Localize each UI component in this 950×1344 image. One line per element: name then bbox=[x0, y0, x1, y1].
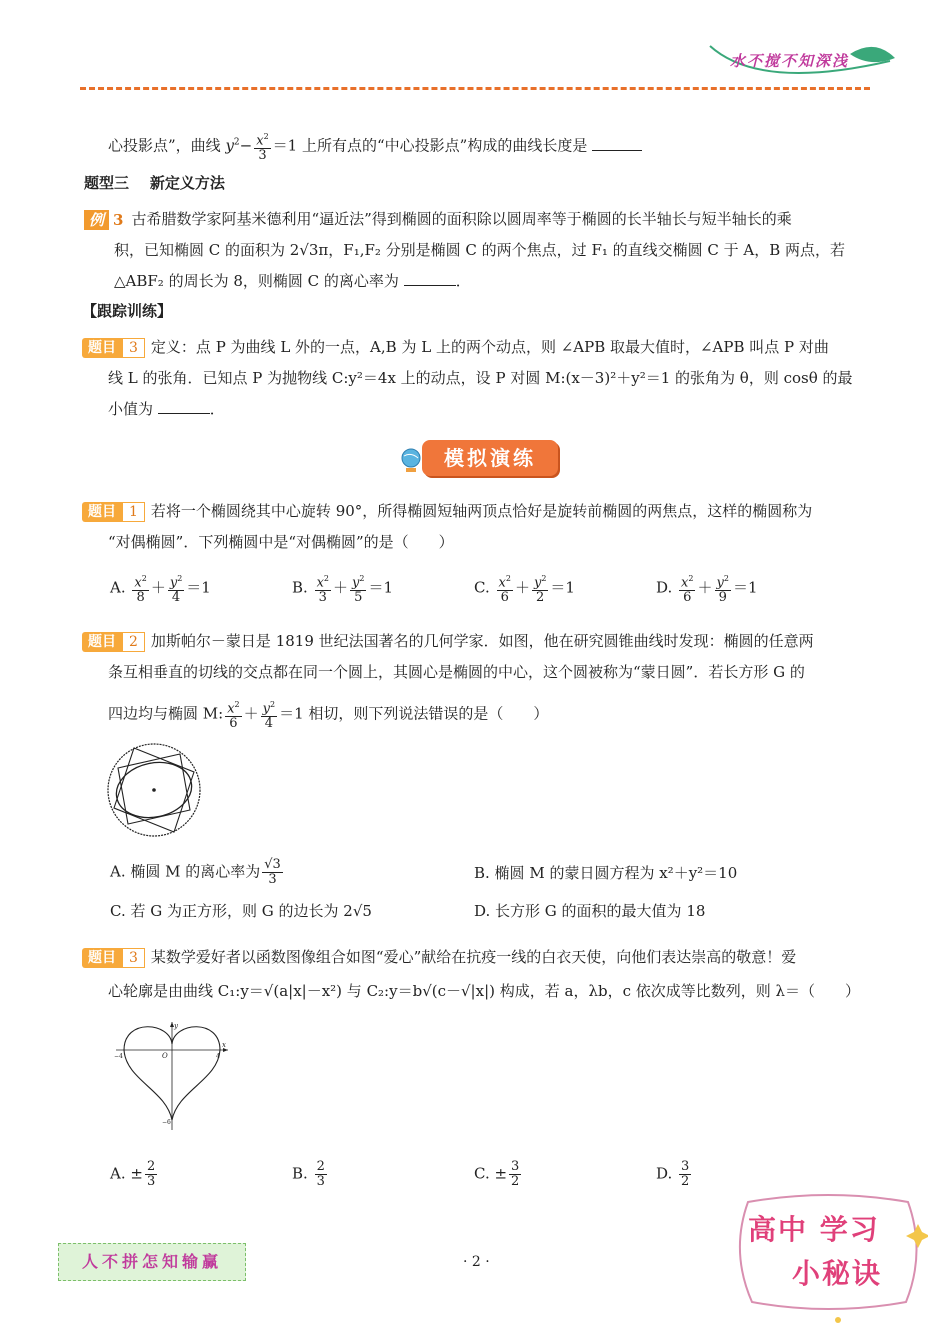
q3-option-c[interactable]: C. ± $\frac{3}{2}$ bbox=[474, 1159, 520, 1189]
followup-question-3: 题目 3 定义：点 P 为曲线 L 外的一点，A,B 为 L 上的两个动点，则 ∠APB 取最大值时，∠APB 叫点 P 对曲 bbox=[82, 336, 829, 358]
section-heading: 题型三 新定义方法 bbox=[84, 174, 225, 192]
question-3-line2: 心轮廓是由曲线 C₁:y＝√(a|x|－x²) 与 C₂:y＝b√(c－√|x|) 构成，若 a，λb，c 依次成等比数列，则 λ＝（ ） bbox=[108, 982, 861, 1000]
header-motto: 水不搅不知深浅 bbox=[730, 52, 850, 70]
fig-neg6-label: −6 bbox=[162, 1119, 171, 1126]
study-tips-stamp bbox=[728, 1192, 928, 1324]
question-badge: 题目 1 bbox=[82, 502, 145, 522]
question-badge: 题目 3 bbox=[82, 948, 145, 968]
q3-option-b[interactable]: B. $\frac{2}{3}$ bbox=[292, 1159, 325, 1189]
heart-curve-figure bbox=[112, 1020, 234, 1132]
answer-blank bbox=[592, 136, 642, 151]
monge-circle-figure bbox=[104, 742, 204, 838]
followup-title: 【跟踪训练】 bbox=[82, 302, 173, 320]
question-1-line2: “对偶椭圆”．下列椭圆中是“对偶椭圆”的是（ ） bbox=[108, 533, 454, 551]
globe-icon bbox=[398, 446, 424, 474]
fig-y-label: y bbox=[174, 1022, 178, 1030]
question-2-line3: 四边均与椭圆 M: $\frac{x^2}{6}$ ＋ $\frac{y^2}{4}$ ＝1 相切，则下列说法错误的是（ ） bbox=[108, 700, 549, 732]
footer-motto: 人不拼怎知输赢 bbox=[58, 1243, 246, 1281]
simulation-title: 模拟演练 bbox=[422, 440, 558, 476]
question-2-line2: 条互相垂直的切线的交点都在同一个圆上，其圆心是椭圆的中心，这个圆被称为“蒙日圆”．若长方形 G 的 bbox=[108, 663, 805, 681]
q2-option-a[interactable]: A. 椭圆 M 的离心率为 $\frac{√3}{3}$ bbox=[110, 857, 281, 887]
q2-option-d[interactable]: D. 长方形 G 的面积的最大值为 18 bbox=[474, 902, 706, 920]
example-badge: 例 3 bbox=[84, 210, 127, 230]
q1-option-c[interactable]: C. $\frac{x^2}{6}$ ＋ $\frac{y^2}{2}$ ＝1 bbox=[474, 574, 575, 606]
followup-q3-line2: 线 L 的张角．已知点 P 为抛物线 C:y²＝4x 上的动点，设 P 对圆 M:(x－3)²＋y²＝1 的张角为 θ，则 cosθ 的最 bbox=[108, 369, 853, 387]
stamp-line1: 高中 学习 bbox=[748, 1213, 880, 1246]
stamp-line2: 小秘诀 bbox=[792, 1257, 883, 1290]
followup-q3-line3: 小值为 ． bbox=[108, 400, 225, 418]
example-3: 例 3 古希腊数学家阿基米德利用“逼近法”得到椭圆的面积除以圆周率等于椭圆的长半轴长与短半轴长的乘 bbox=[84, 208, 792, 230]
example-3-line3: △ABF₂ 的周长为 8，则椭圆 C 的离心率为 ． bbox=[114, 272, 471, 290]
fig-x-label: x bbox=[222, 1041, 226, 1049]
question-badge: 题目 3 bbox=[82, 338, 145, 358]
question-badge: 题目 2 bbox=[82, 632, 145, 652]
question-3: 题目 3 某数学爱好者以函数图像组合如图“爱心”献给在抗疫一线的白衣天使，向他们表达崇高的敬意！爱 bbox=[82, 946, 796, 968]
q1-option-d[interactable]: D. $\frac{x^2}{6}$ ＋ $\frac{y^2}{9}$ ＝1 bbox=[656, 574, 758, 606]
q2-option-c[interactable]: C. 若 G 为正方形，则 G 的边长为 2√5 bbox=[110, 902, 372, 920]
top-continuation: 心投影点”，曲线 $y^2-$ $\frac{x^2}{3}$ ＝1 上所有点的“中心投影点”构成的曲线长度是 bbox=[108, 130, 642, 163]
q3-option-d[interactable]: D. $\frac{3}{2}$ bbox=[656, 1159, 690, 1189]
answer-blank bbox=[158, 399, 210, 414]
header-divider bbox=[80, 87, 870, 90]
q1-option-b[interactable]: B. $\frac{x^2}{3}$ ＋ $\frac{y^2}{5}$ ＝1 bbox=[292, 574, 394, 606]
fig-origin-label: O bbox=[162, 1052, 168, 1060]
example-3-line2: 积，已知椭圆 C 的面积为 2√3π，F₁,F₂ 分别是椭圆 C 的两个焦点，过 F₁ 的直线交椭圆 C 于 A，B 两点，若 bbox=[114, 241, 846, 259]
fig-pos4-label: 4 bbox=[216, 1053, 220, 1060]
q3-option-a[interactable]: A. ± $\frac{2}{3}$ bbox=[110, 1159, 156, 1189]
q2-option-b[interactable]: B. 椭圆 M 的蒙日圆方程为 x²＋y²＝10 bbox=[474, 864, 738, 882]
question-2: 题目 2 加斯帕尔－蒙日是 1819 世纪法国著名的几何学家．如图，他在研究圆锥曲线时发现：椭圆的任意两 bbox=[82, 630, 814, 652]
question-1: 题目 1 若将一个椭圆绕其中心旋转 90°，所得椭圆短轴两顶点恰好是旋转前椭圆的两焦点，这样的椭圆称为 bbox=[82, 500, 812, 522]
fig-neg4-label: −4 bbox=[114, 1053, 123, 1060]
simulation-banner bbox=[398, 436, 560, 478]
answer-blank bbox=[404, 271, 456, 286]
q1-option-a[interactable]: A. $\frac{x^2}{8}$ ＋ $\frac{y^2}{4}$ ＝1 bbox=[110, 574, 211, 606]
page-number: · 2 · bbox=[463, 1254, 490, 1270]
